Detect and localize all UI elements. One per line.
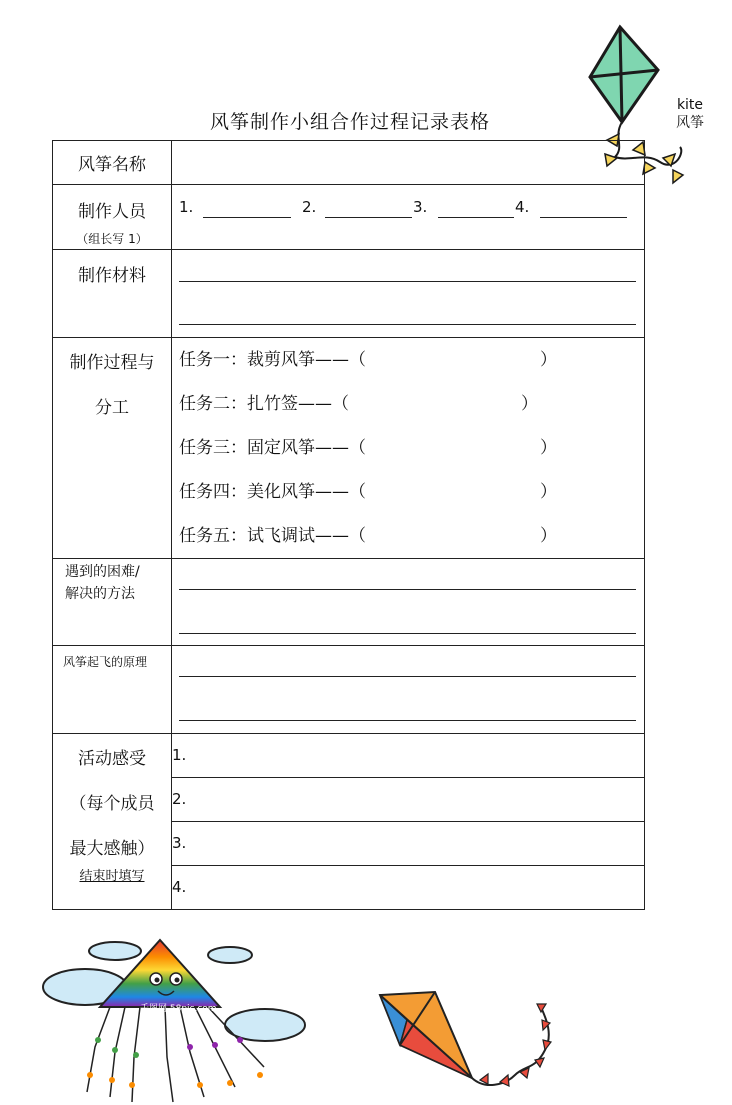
- label-kite-name: 风筝名称: [53, 141, 172, 185]
- label-members-note: （组长写 1）: [76, 232, 148, 246]
- label-principle-cell: [53, 646, 172, 734]
- row-difficulty: [53, 559, 645, 646]
- label-feelings-cell: [53, 734, 172, 910]
- task-close-paren: ）: [521, 394, 538, 414]
- principle-line-1[interactable]: [179, 646, 636, 677]
- label-process-cell: [53, 338, 172, 559]
- row-principle: [53, 646, 645, 734]
- task-close-paren: ）: [540, 482, 557, 502]
- rainbow-kite-illustration: [40, 935, 315, 1105]
- feeling-item[interactable]: 1.: [172, 734, 645, 778]
- kite-caption: [676, 96, 704, 132]
- kite-caption-en: kite: [676, 97, 704, 113]
- field-members: [172, 185, 645, 250]
- row-feelings-1: [53, 734, 645, 778]
- feeling-item[interactable]: 3.: [172, 822, 645, 866]
- task-item[interactable]: [172, 426, 644, 470]
- feeling-item[interactable]: 2.: [172, 778, 645, 822]
- kite-caption-zh: 风筝: [676, 115, 704, 131]
- task-item[interactable]: [172, 470, 644, 514]
- label-feelings-line1: 活动感受: [78, 749, 146, 769]
- member-slot-3: 3.: [413, 198, 428, 216]
- member-blank-1[interactable]: [203, 217, 291, 218]
- task-item[interactable]: [172, 338, 644, 382]
- label-difficulty-cell: [53, 559, 172, 646]
- member-slot-1: 1.: [179, 198, 194, 216]
- field-difficulty: [172, 559, 645, 646]
- label-process-line1: 制作过程与: [69, 353, 155, 373]
- row-kite-name: [53, 141, 645, 185]
- task-item[interactable]: [172, 382, 644, 426]
- label-materials: 制作材料: [78, 266, 146, 286]
- page-title: 风筝制作小组合作过程记录表格: [209, 111, 490, 133]
- principle-line-2[interactable]: [179, 677, 636, 721]
- label-materials-cell: [53, 250, 172, 338]
- label-difficulty-line2: 解决的方法: [65, 586, 135, 602]
- label-feelings-line3: 最大感触）: [69, 839, 155, 859]
- label-process-line2: 分工: [95, 398, 129, 418]
- task-close-paren: ）: [540, 438, 557, 458]
- task-close-paren: ）: [540, 526, 557, 546]
- watermark-text: 千图网 58pic.com: [140, 1004, 217, 1014]
- task-text: 任务三：固定风筝——（: [179, 438, 366, 458]
- label-feelings-line2: （每个成员: [69, 794, 155, 814]
- label-difficulty-line1: 遇到的困难/: [65, 564, 140, 580]
- task-text: 任务四：美化风筝——（: [179, 482, 366, 502]
- member-blank-4[interactable]: [540, 217, 627, 218]
- label-members: 制作人员: [78, 202, 146, 222]
- record-form-table: [52, 140, 645, 910]
- difficulty-line-1[interactable]: [179, 559, 636, 590]
- field-principle: [172, 646, 645, 734]
- materials-line-1[interactable]: [179, 250, 636, 282]
- label-principle: 风筝起飞的原理: [63, 655, 148, 669]
- member-slot-4: 4.: [515, 198, 530, 216]
- field-kite-name[interactable]: [172, 141, 645, 185]
- task-text: 任务五：试飞调试——（: [179, 526, 366, 546]
- member-slot-2: 2.: [302, 198, 317, 216]
- feeling-item[interactable]: 4.: [172, 866, 645, 910]
- task-item[interactable]: [172, 514, 644, 558]
- task-text: 任务一：裁剪风筝——（: [179, 350, 366, 370]
- row-members: [53, 185, 645, 250]
- label-feelings-note: 结束时填写: [79, 869, 145, 884]
- materials-line-2[interactable]: [179, 282, 636, 325]
- field-materials: [172, 250, 645, 338]
- field-process: [172, 338, 645, 559]
- member-blank-3[interactable]: [438, 217, 514, 218]
- task-text: 任务二：扎竹签——（: [179, 394, 349, 414]
- task-close-paren: ）: [540, 350, 557, 370]
- diamond-kite-illustration: [375, 990, 565, 1100]
- difficulty-line-2[interactable]: [179, 590, 636, 634]
- row-process: [53, 338, 645, 559]
- member-blank-2[interactable]: [325, 217, 412, 218]
- label-members-cell: [53, 185, 172, 250]
- row-materials: [53, 250, 645, 338]
